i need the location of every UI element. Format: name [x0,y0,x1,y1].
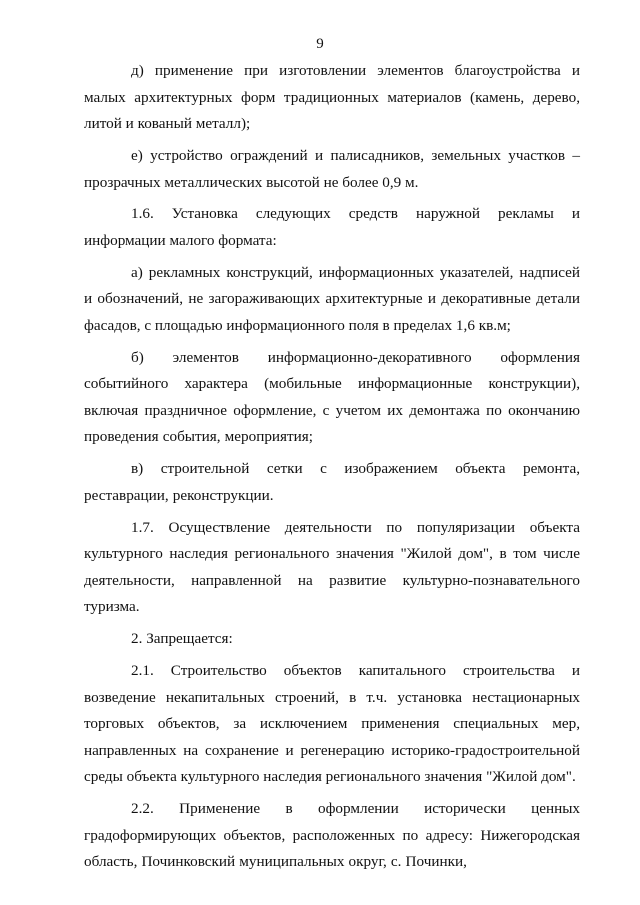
paragraph-1-6-advertising: 1.6. Установка следующих средств наружной рекламы и информации малого формата: [84,205,580,249]
page-number: 9 [316,36,324,52]
paragraph-2-1-construction: 2.1. Строительство объектов капитального строительства и возведение некапитальных строений, в т.ч. установка нестационарных торговых объектов, за исключением применения специальных мер, направленных на сохранение и регенерацию историко-градостроительной среды объекта культурного наследия регионального значения "Жилой дом". [84,661,580,786]
paragraph-v-construction-net: в) строительной сетки с изображением объекта ремонта, реставрации, реконструкции. [84,460,580,504]
paragraph-2-2-application: 2.2. Применение в оформлении исторически ценных градоформирующих объектов, расположенных по адресу: Нижегородская область, Починковский муниципальных округ, с. Починки, [84,800,580,871]
paragraph-a-advertising-structures: а) рекламных конструкций, информационных указателей, надписей и обозначений, не загораживающих архитектурные и декоративные детали фасадов, с площадью информационного поля в пределах 1,6 кв.м; [84,263,580,334]
paragraph-b-decorative-elements: б) элементов информационно-декоративного оформления событийного характера (мобильные информационные конструкции), включая праздничное оформление, с учетом их демонтажа по окончанию проведения события, мероприятия; [84,348,580,446]
paragraph-d-traditional-materials: д) применение при изготовлении элементов благоустройства и малых архитектурных форм традиционных материалов (камень, дерево, литой и кованый металл); [84,62,580,133]
document-body [84,58,580,881]
paragraph-2-prohibited: 2. Запрещается: [131,630,233,648]
paragraph-1-7-popularization: 1.7. Осуществление деятельности по популяризации объекта культурного наследия регионального значения "Жилой дом", в том числе деятельности, направленной на развитие культурно-познавательного туризма. [84,518,580,616]
paragraph-e-fences: е) устройство ограждений и палисадников, земельных участков – прозрачных металлических высотой не более 0,9 м. [84,146,580,191]
